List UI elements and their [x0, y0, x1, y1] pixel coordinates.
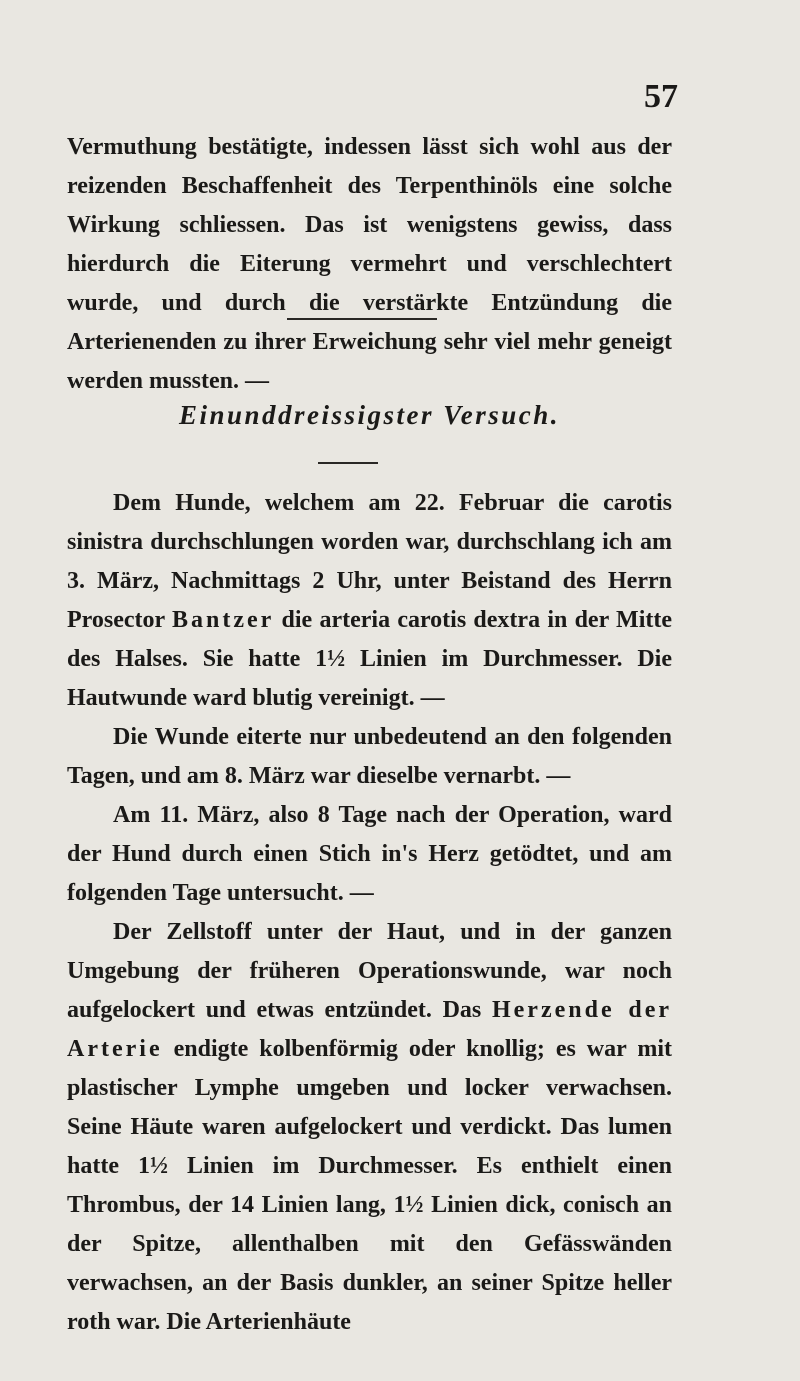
paragraph-death: Am 11. März, also 8 Tage nach der Operation, ward der Hund durch einen Stich in's Herz getödtet, und am folgenden Tage untersucht. —: [67, 802, 672, 906]
paragraph-findings: [67, 913, 672, 1342]
paragraph-findings-end: endigte kolbenförmig oder knollig; es war mit plastischer Lymphe umgeben und locker verwachsen. Seine Häute waren aufgelockert und verdickt. Das lumen hatte 1½ Linien im Durchmesser. Es enthielt einen Thrombus, der 14 Linien lang, 1½ Linien dick, conisch an der Spitze, allenthalben mit den Gefässwänden verwachsen, an der Basis dunkler, an seiner Spitze heller roth war. Die Arterienhäute: [67, 1036, 672, 1335]
term-herzende-der-arterie: Herzende der Arterie: [67, 997, 672, 1062]
experiment-text-block: [67, 484, 672, 1342]
paragraph-operation-start: Dem Hunde, welchem am 22. Februar die carotis sinistra durchschlungen worden war, durchschlang ich am 3. März, Nachmittags 2 Uhr, unter Beistand des Herrn Prosector: [67, 490, 672, 633]
paragraph-wound: Die Wunde eiterte nur unbedeutend an den folgenden Tagen, und am 8. März war dieselbe vernarbt. —: [67, 724, 672, 789]
name-bantzer: Bantzer: [171, 607, 275, 633]
page-number: 57: [644, 78, 678, 115]
section-heading: Einunddreissigster Versuch.: [178, 400, 561, 430]
section-rule-bottom: [318, 462, 378, 464]
paragraph-findings-start: Der Zellstoff unter der Haut, und in der ganzen Umgebung der früheren Operationswunde, war noch aufgelockert und etwas entzündet. Das: [67, 919, 672, 1023]
paragraph-operation: [67, 484, 672, 718]
section-rule-top: [287, 318, 437, 320]
intro-paragraph-block: [67, 128, 672, 401]
paragraph-operation-end: die arteria carotis dextra in der Mitte des Halses. Sie hatte 1½ Linien im Durchmesser. Die Hautwunde ward blutig vereinigt. —: [67, 607, 672, 711]
intro-paragraph: Vermuthung bestätigte, indessen lässt sich wohl aus der reizenden Beschaffenheit des Terpenthinöls eine solche Wirkung schliessen. Das ist wenigstens gewiss, dass hierdurch die Eiterung vermehrt und verschlechtert wurde, und durch die verstärkte Entzündung die Arterienenden zu ihrer Erweichung sehr viel mehr geneigt werden mussten. —: [67, 134, 672, 394]
